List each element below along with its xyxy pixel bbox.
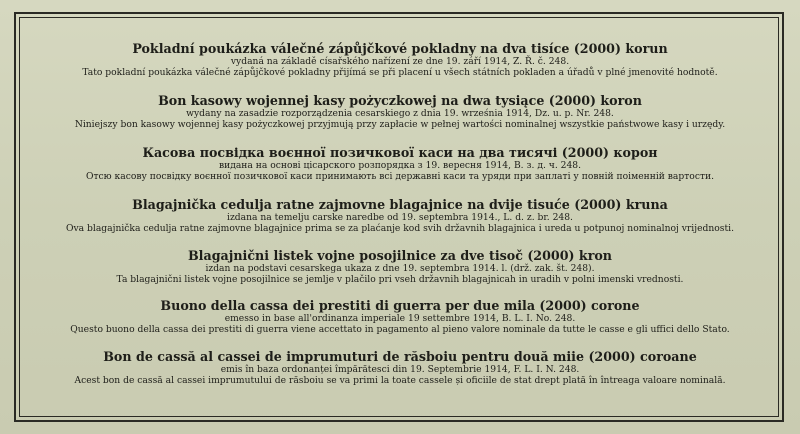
section-czech [26, 41, 774, 78]
section-title: Bon de cassă al cassei de imprumuturi de răsboiu pentru două miie (2000) coroane [103, 349, 697, 364]
section-ukrainian [26, 145, 774, 182]
section-subtitle: izdan na podstavi cesarskega ukaza z dne 19. septembra 1914. l. (drž. zak. št. 248). [205, 263, 595, 274]
section-title: Pokladní poukázka válečné zápůjčkové pokladny na dva tisíce (2000) korun [132, 41, 668, 56]
section-romanian [26, 349, 774, 386]
section-subtitle: vydaná na základě císařského nařízení ze dne 19. září 1914, Z. Ř. č. 248. [230, 56, 570, 67]
section-croatian [26, 197, 774, 234]
section-title: Bon kasowy wojennej kasy pożyczkowej na dwa tysiące (2000) koron [158, 93, 642, 108]
section-subtitle: emis în baza ordonanței împărătesci din 19. Septembrie 1914, F. L. I. N. 248. [220, 364, 580, 375]
section-subtitle: видана на основі цісарского розпорядка з 19. вересня 1914, В. з. д. ч. 248. [218, 160, 582, 171]
section-body: Niniejszy bon kasowy wojennej kasy pożyczkowej przyjmują przy zapłacie w pełnej wartości nominalnej wszystkie państwowe kasy i urzędy. [74, 119, 726, 130]
section-polish [26, 93, 774, 130]
section-title: Blagajnični listek vojne posojilnice za dve tisoč (2000) kron [187, 248, 613, 263]
section-body: Отсю касову посвідку воєнної позичкової каси принимають всі державні каси та уряди при заплаті у повній поіменній вартости. [85, 171, 715, 182]
section-slovenian [26, 248, 774, 285]
section-title: Blagajnička cedulja ratne zajmovne blagajnice na dvije tisuće (2000) kruna [132, 197, 668, 212]
section-italian [26, 298, 774, 335]
section-body: Tato pokladní poukázka válečné zápůjčkové pokladny přijímá se při placení u všech státních pokladen a úřadů v plné jmenovité hodnotě. [82, 67, 718, 78]
section-subtitle: izdana na temelju carske naredbe od 19. septembra 1914., L. d. z. br. 248. [227, 212, 573, 223]
section-title: Касова посвідка воєнної позичкової каси на два тисячі (2000) корон [142, 145, 658, 160]
section-body: Ta blagajnični listek vojne posojilnice se jemlje v plačilo pri vseh državnih blagajnicah in uradih v polni imenski vrednosti. [116, 274, 684, 285]
section-body: Questo buono della cassa dei prestiti di guerra viene accettato in pagamento al pieno valore nominale da tutte le casse e gli uffici dello Stato. [70, 324, 730, 335]
section-body: Acest bon de cassă al cassei imprumutului de răsboiu se va primi la toate cassele și oficiile de stat drept plată în întreaga valoare nominală. [74, 375, 726, 386]
section-subtitle: wydany na zasadzie rozporządzenia cesarskiego z dnia 19. września 1914, Dz. u. p. Nr. 248. [186, 108, 614, 119]
section-subtitle: emesso in base all'ordinanza imperiale 19 settembre 1914, B. L. I. No. 248. [224, 313, 576, 324]
section-title: Buono della cassa dei prestiti di guerra per due mila (2000) corone [160, 298, 640, 313]
section-body: Ova blagajnička cedulja ratne zajmovne blagajnice prima se za plaćanje kod svih državnih blagajnica i ureda u potpunoj nominalnoj vrijednosti. [66, 223, 734, 234]
